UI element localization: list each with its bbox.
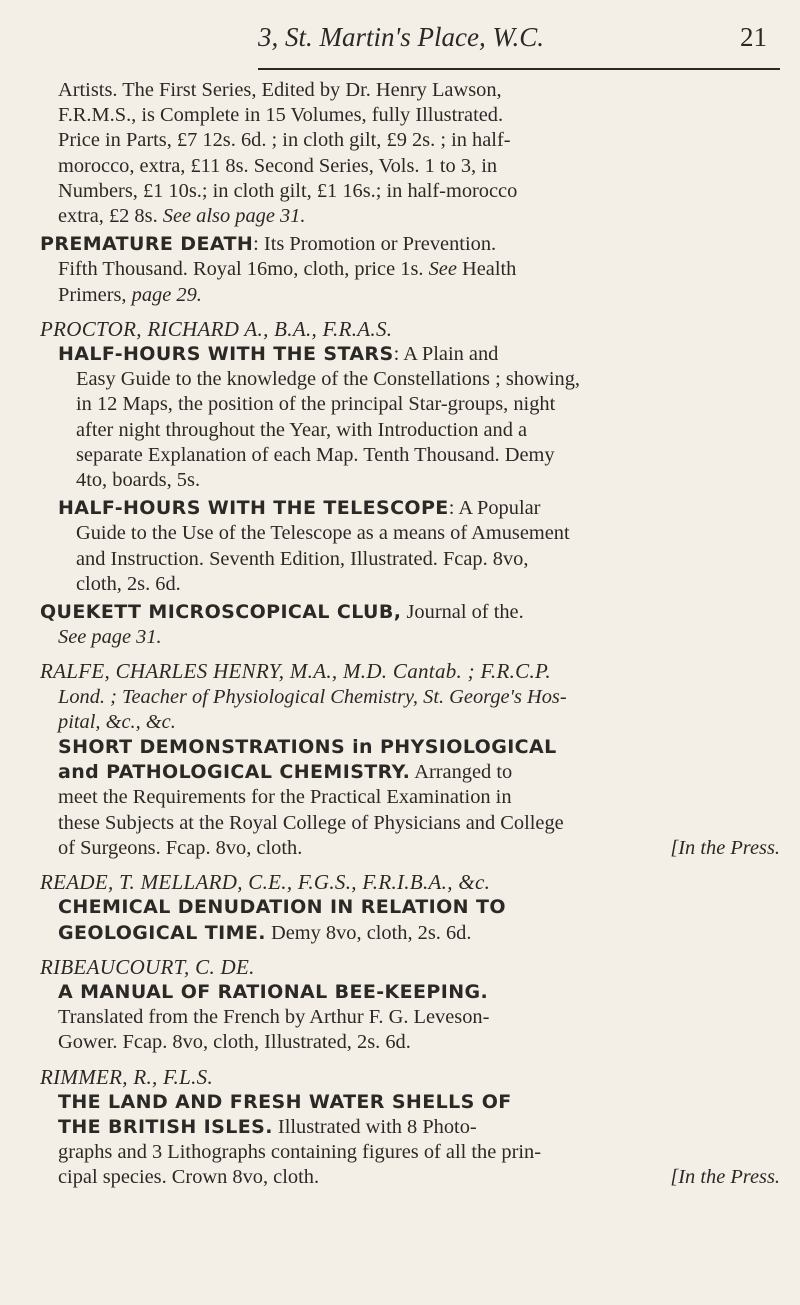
book-title: THE BRITISH ISLES.: [58, 1115, 273, 1138]
entry-line: [58, 735, 780, 760]
entry-line: F.R.M.S., is Complete in 15 Volumes, fully Illustrated.: [58, 104, 504, 127]
entry-ribeaucourt: [40, 955, 780, 1056]
header-rule: [258, 68, 780, 70]
book-title: HALF-HOURS WITH THE STARS: [58, 343, 394, 366]
entry-line: Artists. The First Series, Edited by Dr. Henry Lawson,: [58, 79, 502, 101]
entry-line: after night throughout the Year, with Introduction and a: [76, 418, 528, 441]
entry-proctor: [40, 317, 780, 597]
book-title: and PATHOLOGICAL CHEMISTRY.: [58, 761, 411, 784]
book-title: A MANUAL OF RATIONAL BEE-KEEPING.: [58, 980, 489, 1003]
entry-line: Gower. Fcap. 8vo, cloth, Illustrated, 2s. 6d.: [58, 1031, 411, 1054]
entry-line: 4to, boards, 5s.: [76, 469, 201, 492]
entry-text: extra, £2 8s.: [58, 205, 163, 228]
entry-artists: [40, 78, 780, 229]
entry-ralfe: [40, 659, 780, 861]
entry-line: [58, 283, 780, 308]
book-title: HALF-HOURS WITH THE TELESCOPE: [58, 497, 449, 520]
entry-text: : A Popular: [448, 497, 541, 520]
entry-line: Translated from the French by Arthur F. G. Leveson-: [58, 1006, 490, 1029]
entry-line: [40, 600, 780, 625]
author-heading: RIBEAUCOURT, C. DE.: [40, 954, 255, 979]
entry-line: [58, 895, 780, 920]
book-title: THE LAND AND FRESH WATER SHELLS OF: [58, 1090, 512, 1113]
entry-text: Health: [456, 258, 517, 281]
author-heading: READE, T. MELLARD, C.E., F.G.S., F.R.I.B.A., &c.: [40, 870, 491, 895]
entry-line: Numbers, £1 10s.; in cloth gilt, £1 16s.; in half-morocco: [58, 179, 518, 202]
entry-line: Price in Parts, £7 12s. 6d. ; in cloth gilt, £9 2s. ; in half-: [58, 129, 511, 152]
book-title: PREMATURE DEATH: [40, 233, 254, 256]
cross-reference: See page 31.: [58, 626, 162, 649]
entry-line: [58, 1165, 780, 1190]
entry-line: [58, 760, 780, 785]
book-title: GEOLOGICAL TIME.: [58, 921, 266, 944]
entry-line: and Instruction. Seventh Edition, Illustrated. Fcap. 8vo,: [76, 547, 529, 570]
author-credentials: pital, &c., &c.: [58, 710, 176, 733]
entry-line: separate Explanation of each Map. Tenth Thousand. Demy: [76, 443, 555, 466]
cross-reference: page 29.: [131, 283, 202, 306]
page-header: [258, 22, 778, 53]
author-credentials: Lond. ; Teacher of Physiological Chemistry, St. George's Hos-: [58, 685, 567, 708]
entry-line: [58, 980, 780, 1005]
entry-line: Easy Guide to the knowledge of the Constellations ; showing,: [76, 368, 581, 391]
entry-rimmer: [40, 1065, 780, 1191]
entry-text: Demy 8vo, cloth, 2s. 6d.: [265, 921, 472, 944]
entry-line: morocco, extra, £11 8s. Second Series, Vols. 1 to 3, in: [58, 154, 498, 177]
entry-line: [58, 204, 780, 229]
entry-line: [58, 342, 780, 367]
entry-line: [58, 1090, 780, 1115]
cross-reference: See also page 31.: [162, 205, 306, 228]
entry-line: [58, 836, 780, 861]
entry-premature-death: [40, 232, 780, 308]
in-press-note: [In the Press.: [670, 836, 780, 859]
entry-text: Fifth Thousand. Royal 16mo, cloth, price 1s.: [58, 258, 429, 281]
book-title: QUEKETT MICROSCOPICAL CLUB,: [40, 601, 402, 624]
book-title: SHORT DEMONSTRATIONS in PHYSIOLOGICAL: [58, 736, 557, 759]
cross-reference: See: [428, 258, 457, 281]
author-heading: PROCTOR, RICHARD A., B.A., F.R.A.S.: [40, 316, 393, 341]
entry-text: cipal species. Crown 8vo, cloth.: [58, 1166, 320, 1189]
entry-line: [58, 496, 780, 521]
entry-line: [58, 257, 780, 282]
entry-line: in 12 Maps, the position of the principal Star-groups, night: [76, 393, 556, 416]
entry-text: : A Plain and: [393, 343, 499, 366]
entry-text: Arranged to: [410, 761, 513, 784]
page-number: 21: [740, 22, 767, 52]
author-heading: RIMMER, R., F.L.S.: [40, 1064, 213, 1089]
entry-line: [40, 232, 780, 257]
author-heading: RALFE, CHARLES HENRY, M.A., M.D. Cantab. ; F.R.C.P.: [40, 659, 551, 684]
entry-text: of Surgeons. Fcap. 8vo, cloth.: [58, 836, 303, 859]
entry-line: these Subjects at the Royal College of Physicians and College: [58, 811, 564, 834]
entry-text: Primers,: [58, 283, 132, 306]
in-press-note: [In the Press.: [670, 1166, 780, 1189]
entry-line: meet the Requirements for the Practical Examination in: [58, 786, 512, 809]
entry-line: cloth, 2s. 6d.: [76, 572, 181, 595]
entry-quekett: [40, 600, 780, 650]
running-head-address: 3, St. Martin's Place, W.C.: [258, 22, 545, 52]
entry-text: Illustrated with 8 Photo-: [272, 1115, 477, 1138]
entry-text: : Its Promotion or Prevention.: [253, 233, 497, 256]
entry-text: Journal of the.: [401, 601, 524, 624]
entry-line: [58, 1115, 780, 1140]
entry-line: graphs and 3 Lithographs containing figures of all the prin-: [58, 1141, 542, 1164]
catalogue-entries: [40, 78, 780, 1191]
entry-line: Guide to the Use of the Telescope as a means of Amusement: [76, 522, 570, 545]
book-title: CHEMICAL DENUDATION IN RELATION TO: [58, 896, 506, 919]
entry-line: [58, 921, 780, 946]
entry-reade: [40, 870, 780, 946]
